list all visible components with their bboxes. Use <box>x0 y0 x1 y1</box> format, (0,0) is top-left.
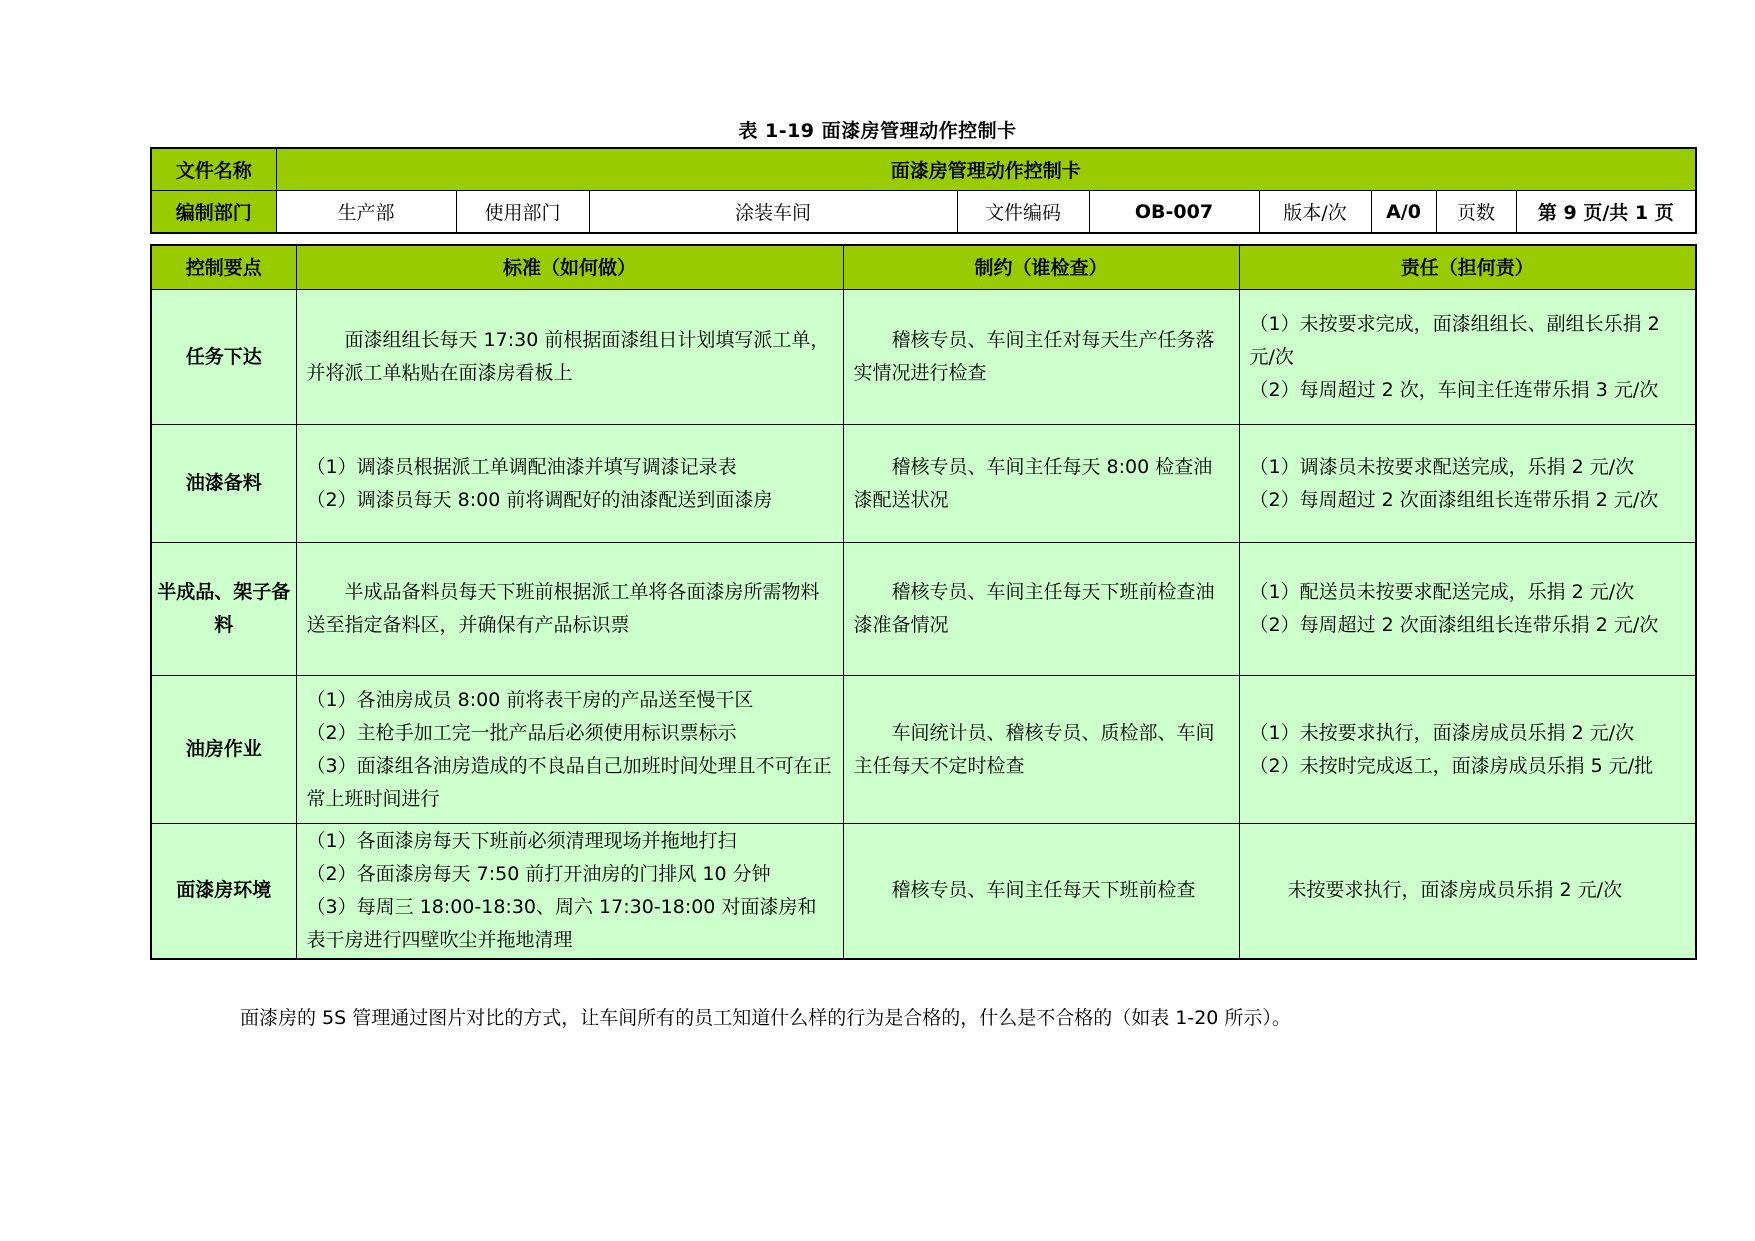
table-row <box>151 824 1696 959</box>
use-dept-value: 涂装车间 <box>589 191 957 234</box>
standard-line: 半成品备料员每天下班前根据派工单将各面漆房所需物料送至指定备料区，并确保有产品标识票 <box>306 581 820 636</box>
standard-line: （2）主枪手加工完一批产品后必须使用标识票标示 <box>306 721 737 744</box>
check-text: 稽核专员、车间主任每天 8:00 检查油漆配送状况 <box>853 455 1213 511</box>
check-text: 稽核专员、车间主任每天下班前检查油漆准备情况 <box>853 581 1215 636</box>
check-cell <box>843 676 1239 824</box>
table-caption: 表 1-19 面漆房管理动作控制卡 <box>738 120 1017 142</box>
responsibility-line: （2）每周超过 2 次面漆组组长连带乐捐 2 元/次 <box>1249 614 1659 636</box>
column-header: 控制要点 <box>151 245 296 290</box>
standard-cell <box>296 543 843 676</box>
standard-line: （1）各油房成员 8:00 前将表干房的产品送至慢干区 <box>306 688 754 711</box>
column-header: 责任（担何责） <box>1239 245 1696 290</box>
column-header: 制约（谁检查） <box>843 245 1239 290</box>
standard-line: （1）各面漆房每天下班前必须清理现场并拖地打扫 <box>306 829 737 852</box>
standard-cell <box>296 676 843 824</box>
check-cell <box>843 543 1239 676</box>
standard-line: 面漆组组长每天 17:30 前根据面漆组日计划填写派工单，并将派工单粘贴在面漆房看板上 <box>306 329 830 384</box>
control-point: 面漆房环境 <box>151 824 296 959</box>
control-point: 半成品、架子备料 <box>151 543 296 676</box>
standard-line: （2）各面漆房每天 7:50 前打开油房的门排风 10 分钟 <box>306 862 771 885</box>
use-dept-label: 使用部门 <box>456 191 589 234</box>
body-paragraph: 面漆房的 5S 管理通过图片对比的方式，让车间所有的员工知道什么样的行为是合格的，什么是不合格的（如表 1-20 所示）。 <box>240 1007 1291 1029</box>
version-value: A/0 <box>1371 191 1436 234</box>
responsibility-cell <box>1239 543 1696 676</box>
document-header-table <box>150 147 1697 234</box>
standard-cell <box>296 290 843 425</box>
standard-line: （3）每周三 18:00-18:30、周六 17:30-18:00 对面漆房和表干房进行四壁吹尘并拖地清理 <box>306 895 817 951</box>
responsibility-line: （1）未按要求执行，面漆房成员乐捐 2 元/次 <box>1249 721 1635 744</box>
responsibility-line: （2）未按时完成返工，面漆房成员乐捐 5 元/批 <box>1249 754 1654 777</box>
file-name-value: 面漆房管理动作控制卡 <box>276 148 1696 191</box>
check-text: 稽核专员、车间主任对每天生产任务落实情况进行检查 <box>853 329 1215 384</box>
responsibility-line: （1）未按要求完成，面漆组组长、副组长乐捐 2 元/次 <box>1249 312 1660 368</box>
control-table <box>150 244 1697 960</box>
responsibility-cell <box>1239 676 1696 824</box>
standard-line: （3）面漆组各油房造成的不良品自己加班时间处理且不可在正常上班时间进行 <box>306 754 832 810</box>
standard-cell <box>296 425 843 543</box>
dept-label: 编制部门 <box>151 191 276 234</box>
code-label: 文件编码 <box>957 191 1089 234</box>
check-cell <box>843 425 1239 543</box>
table-row <box>151 543 1696 676</box>
control-point: 油漆备料 <box>151 425 296 543</box>
responsibility-cell <box>1239 425 1696 543</box>
responsibility-line: （1）配送员未按要求配送完成，乐捐 2 元/次 <box>1249 581 1635 603</box>
file-name-label: 文件名称 <box>151 148 276 191</box>
check-cell <box>843 824 1239 959</box>
responsibility-line: （2）每周超过 2 次，车间主任连带乐捐 3 元/次 <box>1249 378 1659 401</box>
column-header: 标准（如何做） <box>296 245 843 290</box>
check-text: 稽核专员、车间主任每天下班前检查 <box>891 879 1196 902</box>
check-cell <box>843 290 1239 425</box>
control-table-header-row <box>151 245 1696 290</box>
responsibility-cell <box>1239 824 1696 959</box>
pages-value: 第 9 页/共 1 页 <box>1516 191 1696 234</box>
standard-line: （1）调漆员根据派工单调配油漆并填写调漆记录表 <box>306 455 737 478</box>
check-text: 车间统计员、稽核专员、质检部、车间主任每天不定时检查 <box>853 721 1215 777</box>
dept-value: 生产部 <box>276 191 456 234</box>
version-label: 版本/次 <box>1259 191 1371 234</box>
table-row <box>151 676 1696 824</box>
control-point: 任务下达 <box>151 290 296 425</box>
control-point: 油房作业 <box>151 676 296 824</box>
standard-cell <box>296 824 843 959</box>
pages-label: 页数 <box>1436 191 1516 234</box>
responsibility-line: （2）每周超过 2 次面漆组组长连带乐捐 2 元/次 <box>1249 488 1659 511</box>
responsibility-line: （1）调漆员未按要求配送完成，乐捐 2 元/次 <box>1249 455 1635 478</box>
code-value: OB-007 <box>1089 191 1259 234</box>
table-row <box>151 425 1696 543</box>
standard-line: （2）调漆员每天 8:00 前将调配好的油漆配送到面漆房 <box>306 488 773 511</box>
responsibility-cell <box>1239 290 1696 425</box>
table-row <box>151 290 1696 425</box>
responsibility-line: 未按要求执行，面漆房成员乐捐 2 元/次 <box>1287 879 1623 902</box>
